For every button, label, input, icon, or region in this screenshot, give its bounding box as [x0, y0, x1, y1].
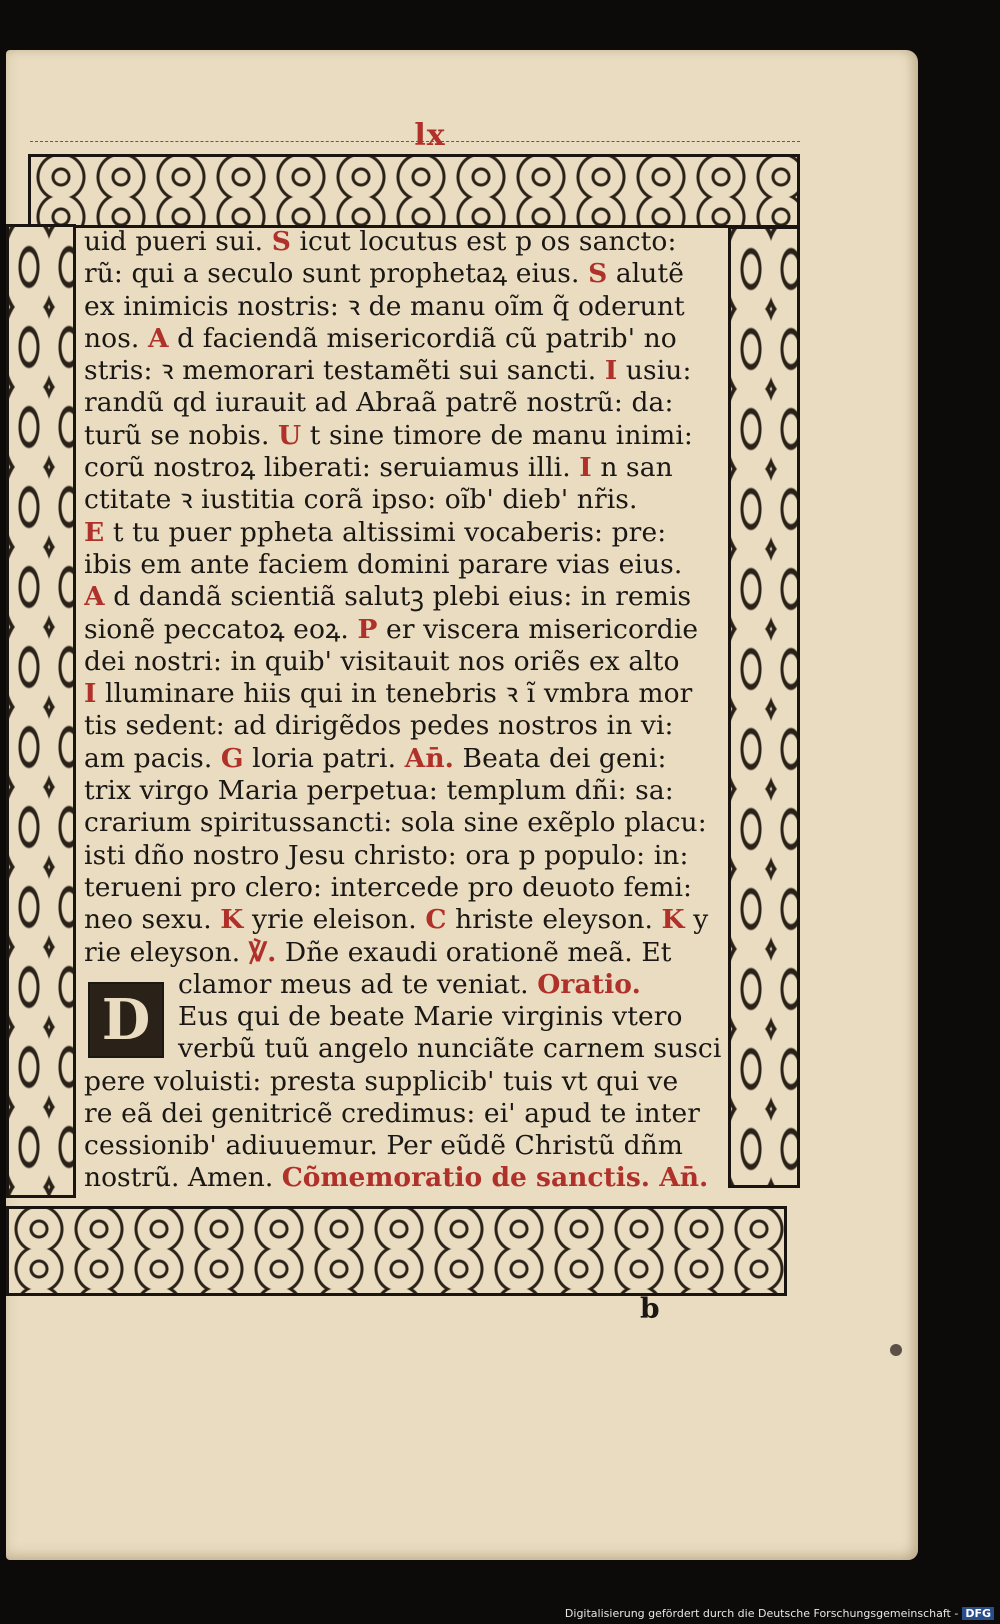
text-segment: ex inimicis nostris: ꝛ de manu oĩm q̃ oderunt — [84, 290, 685, 322]
text-segment: crarium spiritussancti: sola sine exẽplo placu: — [84, 807, 707, 839]
rubric-initial: A — [84, 581, 105, 613]
text-line — [84, 258, 724, 290]
rubric-initial: S — [271, 226, 291, 257]
text-segment: sionẽ peccatoꝝ eoꝝ. — [84, 613, 358, 645]
text-segment: randũ qd iurauit ad Abraã patrẽ nostrũ: da: — [84, 387, 674, 419]
text-segment: corũ nostroꝝ liberati: seruiamus illi. — [84, 452, 580, 484]
text-segment: terueni pro clero: intercede pro deuoto femi: — [84, 871, 693, 903]
text-segment: rũ: qui a seculo sunt prophetaꝝ eius. — [84, 258, 589, 290]
text-line — [84, 937, 724, 969]
rubric-commemoratio: Cõmemoratio de sanctis. An̄. — [281, 1162, 709, 1193]
text-line — [84, 1130, 724, 1162]
text-segment: d dandã scientiã salutꝫ plebi eius: in remis — [104, 581, 692, 613]
final-text-line — [84, 1160, 708, 1196]
text-segment: dei nostri: in quib' visitauit nos oriẽs ex alto — [84, 645, 680, 677]
text-line — [84, 1066, 724, 1098]
rubric-initial: K — [661, 904, 685, 936]
text-segment: stris: ꝛ memorari testamẽti sui sancti. — [84, 355, 605, 387]
text-segment: y — [684, 904, 709, 936]
text-line — [84, 484, 724, 516]
text-line — [84, 807, 724, 839]
text-segment: neo sexu. — [84, 904, 221, 936]
text-line — [84, 517, 724, 549]
rubric-initial: C — [425, 904, 447, 936]
text-line — [84, 1098, 724, 1130]
text-segment: yrie eleison. — [243, 904, 426, 936]
rubric-initial: I — [84, 678, 97, 710]
folio-number: lx — [414, 118, 446, 153]
rubric-initial: P — [357, 613, 378, 645]
rubric-initial: I — [579, 452, 592, 484]
text-line — [84, 1033, 724, 1065]
woodcut-border-left — [6, 224, 76, 1198]
main-text-block — [84, 226, 724, 1163]
text-segment: d faciendã misericordiã cũ patrib' no — [168, 322, 677, 354]
text-segment: hriste eleyson. — [446, 904, 662, 936]
text-segment: Beata dei geni: — [454, 742, 667, 774]
text-segment: t sine timore de manu inimi: — [301, 419, 693, 451]
text-line — [84, 387, 724, 419]
text-segment: usiu: — [617, 355, 692, 387]
pinhole-mark — [890, 1344, 902, 1356]
text-segment: nos. — [84, 322, 148, 354]
woodcut-border-right — [728, 226, 800, 1188]
text-segment: Dñe exaudi orationẽ meã. Et — [276, 936, 672, 968]
text-segment: icut locutus est p os sancto: — [290, 226, 677, 257]
text-segment: re eã dei genitricẽ credimus: ei' apud te inter — [84, 1098, 701, 1130]
rubric-initial: A — [147, 322, 169, 354]
text-line — [84, 646, 724, 678]
text-line — [84, 904, 724, 936]
text-segment: cessionib' adiuuemur. Per eũdẽ Christũ dñm — [84, 1130, 684, 1162]
rubric-initial: G — [220, 742, 244, 774]
rubric-initial: E — [84, 516, 105, 548]
rubric-initial: ℣. — [248, 936, 277, 968]
text-segment: Eus qui de beate Marie virginis vtero — [178, 1001, 683, 1033]
text-segment: trix virgo Maria perpetua: templum dñi: sa: — [84, 775, 674, 807]
decorated-initial: D — [88, 982, 164, 1058]
woodcut-border-bottom — [6, 1206, 787, 1296]
text-segment: turũ se nobis. — [84, 419, 278, 451]
rubric-initial: I — [604, 355, 618, 387]
digitization-credit — [565, 1607, 994, 1620]
text-segment: loria patri. — [243, 742, 405, 774]
dfg-logo: DFG — [962, 1607, 994, 1620]
text-line — [84, 743, 724, 775]
text-segment: isti dño nostro Jesu christo: ora p populo: in: — [84, 839, 689, 871]
text-segment: am pacis. — [84, 742, 221, 774]
text-line — [84, 355, 724, 387]
text-line — [84, 323, 724, 355]
text-line — [84, 420, 724, 452]
final-line-text: nostrũ. Amen. — [84, 1162, 282, 1193]
text-line — [84, 581, 724, 613]
text-segment: verbũ tuũ angelo nunciãte carnem susci — [178, 1033, 722, 1065]
text-segment: clamor meus ad te veniat. — [178, 968, 538, 1000]
text-line — [84, 549, 724, 581]
rubric-initial: An̄. — [404, 742, 455, 774]
text-segment: n san — [591, 452, 673, 484]
text-line — [84, 226, 724, 258]
text-line — [84, 872, 724, 904]
text-segment: er viscera misericordie — [377, 613, 699, 645]
woodcut-border-top — [28, 154, 800, 228]
text-line — [84, 840, 724, 872]
text-line — [84, 969, 724, 1001]
text-line — [84, 775, 724, 807]
text-line — [84, 614, 724, 646]
text-line — [84, 291, 724, 323]
text-segment: ctitate ꝛ iustitia corã ipso: oĩb' dieb' nr̃is. — [84, 484, 638, 516]
ruling-line — [30, 141, 800, 142]
credit-text: Digitalisierung gefördert durch die Deutsche Forschungsgemeinschaft - — [564, 1607, 959, 1620]
text-line — [84, 1001, 724, 1033]
signature-mark: b — [640, 1292, 660, 1325]
rubric-initial: Oratio. — [537, 968, 641, 1000]
text-segment: tis sedent: ad dirigẽdos pedes nostros in vi: — [84, 710, 674, 742]
rubric-initial: U — [278, 419, 302, 451]
text-segment: rie eleyson. — [84, 936, 249, 968]
text-segment: pere voluisti: presta supplicib' tuis vt qui ve — [84, 1065, 679, 1097]
text-segment: uid pueri sui. — [84, 226, 272, 257]
text-line — [84, 452, 724, 484]
rubric-initial: S — [588, 258, 608, 290]
text-segment: lluminare hiis qui in tenebris ꝛ ĩ vmbra mor — [96, 678, 693, 710]
text-segment: alutẽ — [607, 258, 685, 290]
text-line — [84, 678, 724, 710]
text-line — [84, 710, 724, 742]
rubric-initial: K — [220, 904, 244, 936]
text-segment: ibis em ante faciem domini parare vias eius. — [84, 548, 683, 580]
text-segment: t tu puer ppheta altissimi vocaberis: pre: — [104, 516, 667, 548]
